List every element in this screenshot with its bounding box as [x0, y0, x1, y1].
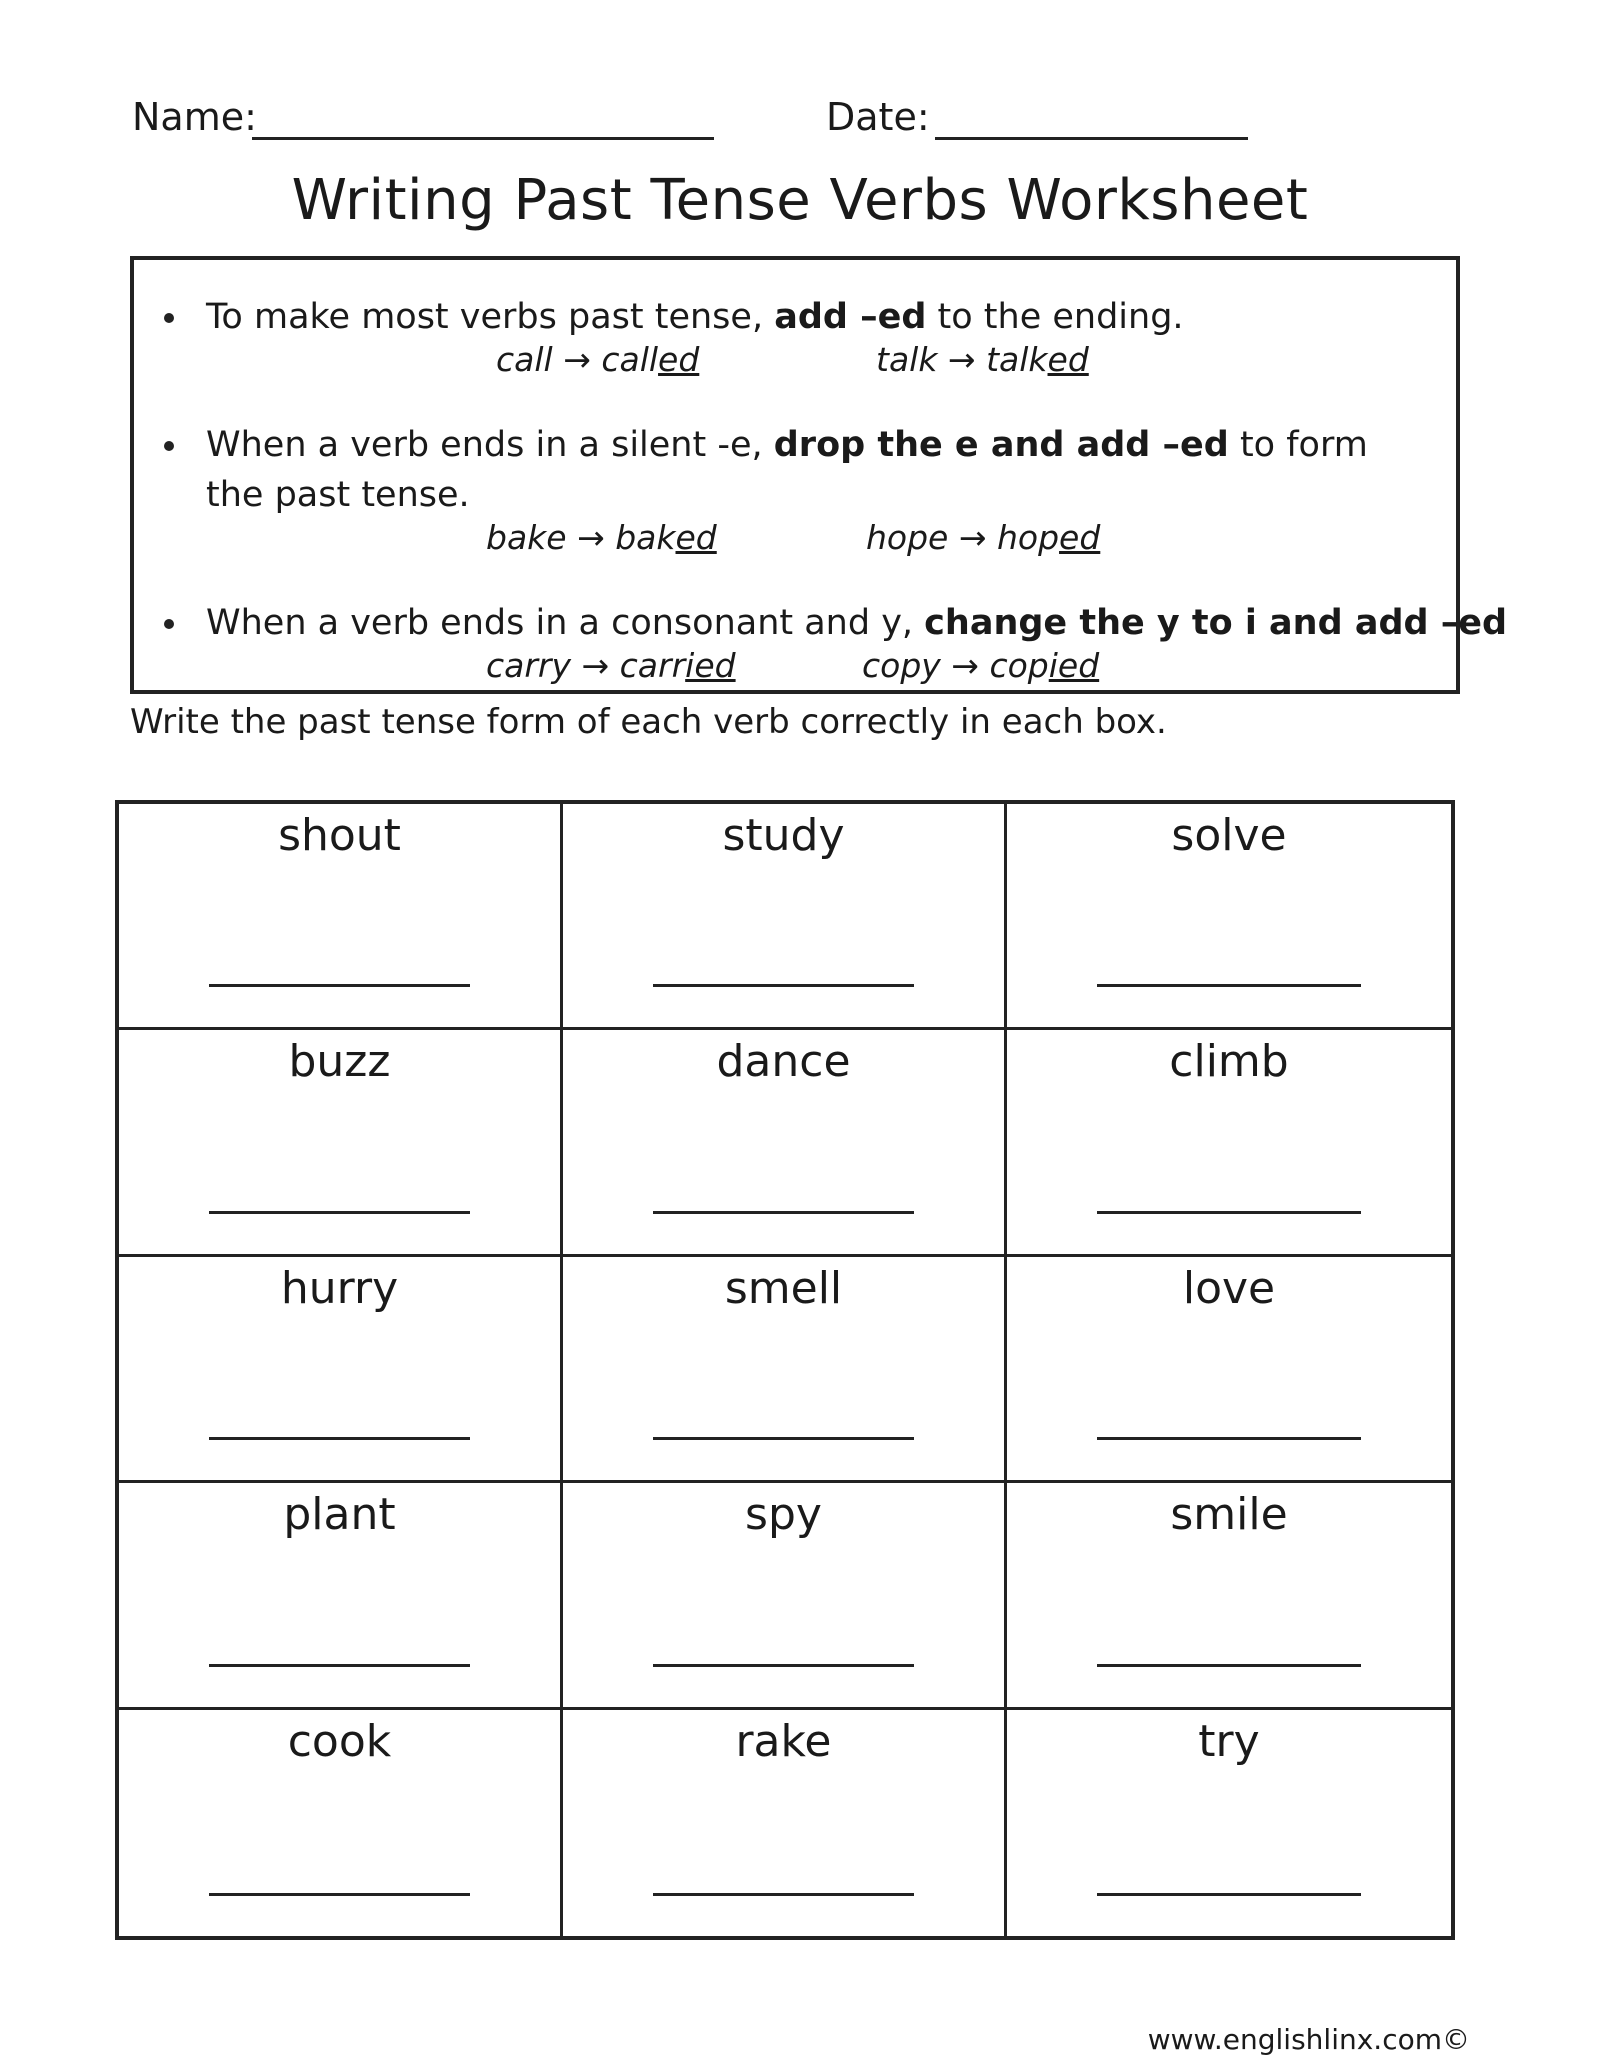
verb-grid — [115, 800, 1455, 1940]
answer-blank[interactable] — [209, 984, 470, 987]
date-label: Date: — [826, 95, 930, 139]
answer-blank[interactable] — [653, 1664, 914, 1667]
verb-cell — [1007, 1030, 1451, 1256]
verb-cell — [563, 1483, 1007, 1709]
verb-word: smell — [724, 1262, 843, 1314]
bullet-icon — [164, 313, 174, 323]
answer-blank[interactable] — [1097, 1893, 1361, 1896]
verb-word: love — [1182, 1262, 1276, 1314]
verb-word: hurry — [280, 1262, 399, 1314]
answer-blank[interactable] — [1097, 1437, 1361, 1440]
verb-cell — [1007, 1710, 1451, 1936]
verb-word: solve — [1171, 810, 1287, 861]
verb-word: buzz — [288, 1036, 391, 1088]
verb-word: plant — [283, 1489, 396, 1541]
verb-cell — [1007, 804, 1451, 1030]
name-label: Name: — [132, 95, 257, 139]
example: carry → carried — [486, 646, 736, 685]
verb-cell — [563, 804, 1007, 1030]
verb-cell — [563, 1710, 1007, 1936]
bullet-icon — [164, 441, 174, 451]
verb-cell — [119, 1710, 563, 1936]
verb-word: shout — [278, 810, 401, 861]
verb-cell — [119, 1030, 563, 1256]
rule-emphasis: add –ed — [774, 297, 927, 337]
instruction-text: Write the past tense form of each verb correctly in each box. — [130, 702, 1167, 742]
date-field[interactable] — [935, 137, 1248, 140]
worksheet-title: Writing Past Tense Verbs Worksheet — [291, 168, 1309, 233]
rule-emphasis: change the y to i and add –ed — [924, 603, 1508, 643]
answer-blank[interactable] — [1097, 1211, 1361, 1214]
answer-blank[interactable] — [653, 1893, 914, 1896]
example: bake → baked — [486, 518, 717, 557]
footer-credit: www.englishlinx.com© — [1147, 2023, 1470, 2056]
verb-word: try — [1198, 1715, 1260, 1767]
answer-blank[interactable] — [653, 1437, 914, 1440]
verb-word: rake — [735, 1715, 832, 1767]
verb-cell — [119, 804, 563, 1030]
verb-cell — [1007, 1483, 1451, 1709]
verb-cell — [1007, 1257, 1451, 1483]
verb-cell — [119, 1483, 563, 1709]
answer-blank[interactable] — [209, 1437, 470, 1440]
verb-word: smile — [1170, 1489, 1288, 1541]
bullet-icon — [164, 619, 174, 629]
rule-text: When a verb ends in a consonant and y, — [206, 603, 925, 643]
answer-blank[interactable] — [653, 1211, 914, 1214]
example: copy → copied — [862, 646, 1100, 685]
verb-cell — [119, 1257, 563, 1483]
name-field[interactable] — [252, 137, 714, 140]
verb-word: spy — [745, 1489, 822, 1541]
rule-text: to the ending. — [926, 297, 1184, 337]
example: talk → talked — [876, 340, 1089, 379]
verb-cell — [563, 1030, 1007, 1256]
rule-text: When a verb ends in a silent -e, — [206, 425, 774, 465]
rule-text: To make most verbs past tense, — [206, 297, 775, 337]
example: call → called — [496, 340, 700, 379]
verb-word: dance — [716, 1036, 851, 1088]
verb-word: cook — [287, 1715, 392, 1767]
answer-blank[interactable] — [653, 984, 914, 987]
verb-word: climb — [1169, 1036, 1289, 1088]
rule-emphasis: drop the e and add –ed — [773, 425, 1229, 465]
verb-cell — [563, 1257, 1007, 1483]
example: hope → hoped — [866, 518, 1101, 557]
answer-blank[interactable] — [209, 1893, 470, 1896]
answer-blank[interactable] — [209, 1664, 470, 1667]
rules-box — [130, 256, 1508, 694]
answer-blank[interactable] — [1097, 984, 1361, 987]
rule-text: to form the past tense. — [206, 425, 1368, 515]
verb-word: study — [722, 810, 845, 861]
answer-blank[interactable] — [209, 1211, 470, 1214]
answer-blank[interactable] — [1097, 1664, 1361, 1667]
